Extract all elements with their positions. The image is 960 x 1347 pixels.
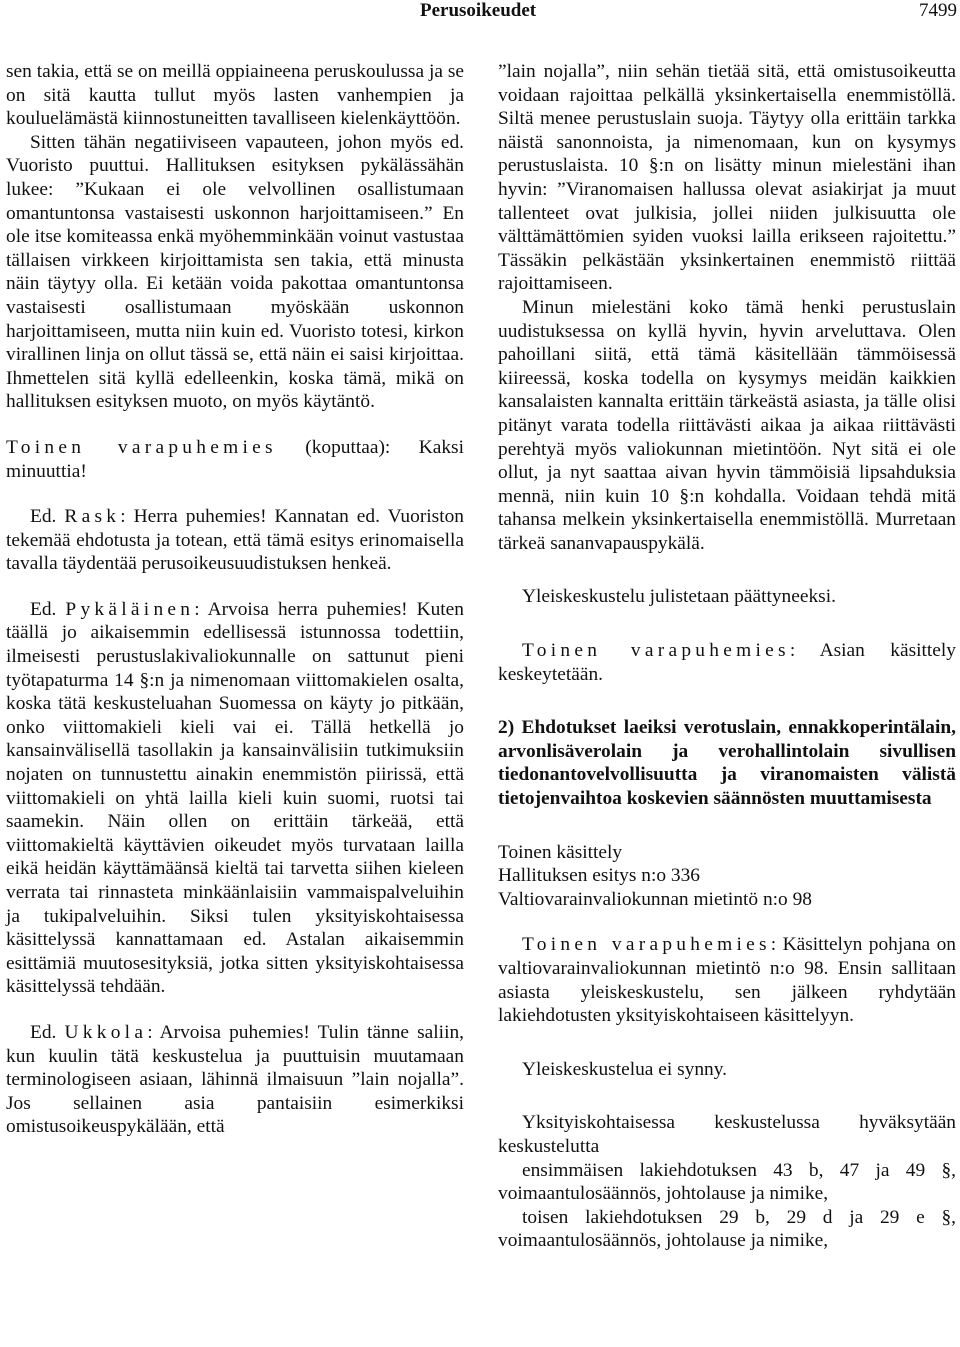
speaker-name: Ukkola xyxy=(64,1021,148,1043)
committee-report-reference: Valtiovarainvaliokunnan mietintö n:o 98 xyxy=(498,888,812,910)
paragraph: ensimmäisen lakiehdotuksen 43 b, 47 ja 49 §, voimaantulosäännös, johtolause ja nimike, xyxy=(498,1159,956,1205)
speaker-turn xyxy=(6,598,464,999)
paragraph: Yleiskeskustelu julistetaan päättyneeksi. xyxy=(522,586,836,608)
speaker-turn xyxy=(6,1021,464,1139)
speaker-name: Pykäläinen xyxy=(65,598,195,620)
left-column xyxy=(6,60,464,1139)
speech-text: : Herra puhemies! Kannatan ed. Vuoriston tekemää ehdotusta ja totean, että tämä esitys erinomaisella tavalla täydentää perusoikeusuudistuksen henkeä. xyxy=(6,506,464,575)
paragraph: Minun mielestäni koko tämä henki perustuslain uudistuksessa on kyllä hyvin, hyvin arveluttava. Olen pahoillani siitä, että tämä käsitellään tämmöisessä kiireessä, koska todella on kysymys meidän kaikkien kansalaisten kannalta erittäin tärkeästä asiasta, ja tälle olisi pitänyt varata todella riittävästi aikaa ja aikaa riittävästi perehtyä myös valiokunnan mietintöön. Nyt sitä ei ole ollut, ja nyt saattaa aivan hyvin tämmöisiä lipsahduksia mennä, niin kuin 10 §:n kohdalla. Voidaan tehdä mitä tahansa melkein yksinkertaisella enemmistöllä. Murretaan tärkeä sananvapauspykälä. xyxy=(498,296,956,554)
paragraph: Yleiskeskustelua ei synny. xyxy=(522,1058,728,1080)
speech-text: : Arvoisa puhemies! Tulin tänne saliin, kun kuulin tätä keskustelua ja puuttuisin muutamaan terminologiseen asiaan, lähinnä ilmaisuun ”lain nojalla”. Jos sellainen asia pantaisiin esimerkiksi omistusoikeuspykälään, että xyxy=(6,1021,464,1138)
speaker-prefix: Ed. xyxy=(30,598,66,620)
right-column xyxy=(498,60,956,1253)
reading-label: Toinen käsittely xyxy=(498,841,623,863)
speaker-turn xyxy=(498,639,956,686)
item-details xyxy=(498,841,956,912)
speech-text: (koputtaa): Kaksi minuuttia! xyxy=(6,436,464,482)
running-title: Perusoikeudet xyxy=(420,0,537,21)
speech-text: : Käsittelyn pohjana on valtiovarainvaliokunnan mietintö n:o 98. Ensin sallitaan asiasta yleiskeskustelu, sen jälkeen ryhdytään lakiehdotusten yksityiskohtaiseen käsittelyyn. xyxy=(498,934,956,1027)
paragraph: sen takia, että se on meillä oppiaineena peruskoulussa ja se on sitä kautta tullut myös lasten vanhempien ja kouluelämästä kiinnostuneitten tavalliseen kielenkäyttöön. xyxy=(6,61,464,130)
paragraph: Sitten tähän negatiiviseen vapauteen, johon myös ed. Vuoristo puuttui. Hallituksen esityksen pykälässähän lukee: ”Kukaan ei ole velvollinen osallistumaan omantuntonsa vastaisesti uskonnon harjoittamiseen.” En ole itse komiteassa enkä myöhemminkään voinut vastustaa tällaisen virkkeen kirjoittamista sen takia, että minusta näin täytyy olla. Ei ketään voida pakottaa omantuntonsa vastaisesti osallistumaan myöskään uskonnon harjoittamiseen, mutta niin kuin ed. Vuoristo totesi, kirkon virallinen linja on ollut tässä se, että näin ei saisi kirjoittaa. Ihmettelen sitä kyllä edelleenkin, koska tämä, mikä on hallituksen esityksen muoto, on myös käytäntö. xyxy=(6,131,464,413)
speaker-name: Toinen varapuhemies xyxy=(522,640,790,662)
page-number: 7499 xyxy=(919,0,957,21)
speaker-turn xyxy=(498,933,956,1027)
agenda-item-heading: 2) Ehdotukset laeiksi verotuslain, ennakkoperintälain, arvonlisäverolain ja verohallintolain sivullisen tiedonantovelvollisuutta ja viranomaisten välistä tietojenvaihtoa koskevien säännösten muuttamisesta xyxy=(498,717,956,810)
speaker-prefix: Ed. xyxy=(30,1021,65,1043)
speaker-name: Toinen varapuhemies xyxy=(6,436,277,458)
paragraph: Yksityiskohtaisessa keskustelussa hyväksytään keskustelutta xyxy=(498,1112,956,1157)
speaker-name: Toinen varapuhemies xyxy=(522,934,771,956)
bill-reference: Hallituksen esitys n:o 336 xyxy=(498,865,700,887)
speaker-turn xyxy=(6,436,464,483)
paragraph: ”lain nojalla”, niin sehän tietää sitä, että omistusoikeutta voidaan rajoittaa pelkällä yksinkertaisella enemmistöllä. Siltä menee perustuslain suoja. Täytyy olla erittäin tarkka näistä sanonnoista, ja nimenomaan, kun on kysymys perustuslaista. 10 §:n on lisätty minun mielestäni ihan hyvin: ”Viranomaisen hallussa olevat asiakirjat ja muut tallenteet ovat julkisia, jollei niiden julkisuutta ole välttämättömien syiden vuoksi lailla erikseen rajoitettu.” Tässäkin pelkästään yksinkertainen enemmistö riittää rajoittamiseen. xyxy=(498,61,956,295)
page-header xyxy=(0,0,960,40)
speaker-prefix: Ed. xyxy=(30,506,65,528)
paragraph: toisen lakiehdotuksen 29 b, 29 d ja 29 e §, voimaantulosäännös, johtolause ja nimike, xyxy=(498,1206,956,1252)
speech-text: : Asian käsittely keskeytetään. xyxy=(498,640,956,685)
speaker-name: Rask xyxy=(64,506,121,528)
speech-text: : Arvoisa herra puhemies! Kuten täällä jo aikaisemmin edellisessä istunnossa todettiin, ilmeisesti perustuslakivaliokunnalle on sattunut pieni työtapaturma 14 §:n ja nimenomaan viittomakielen osalta, koska tätä keskusteluahan Suomessa on käyty jo pitkään, onko viittomakieli kieli vai ei. Tällä hetkellä jo kansainvälisellä tasollakin ja kansainvälisiin tutkimuksiin nojaten on tunnustettu ainakin enemmistön piirissä, että viittomakieli on yhtä lailla kieli kuin suomi, ruotsi tai saamekin. Näin ollen on erittäin tärkeää, että viittomakieltä käyttävien oikeudet myös turvataan lailla eikä heidän käyttämäänsä kieltä tai tarvetta siihen kieleen verrata tai rinnasteta minkäänlaisiin vammaispalveluihin ja tukipalveluihin. Siksi tulen yksityiskohtaisessa käsittelyssä kannattamaan ed. Astalan aikaisemmin esittämiä muutosesityksiä, jotka sitten yksityiskohtaisessa käsittelyssä tehdään. xyxy=(6,598,464,998)
speaker-turn xyxy=(6,505,464,576)
